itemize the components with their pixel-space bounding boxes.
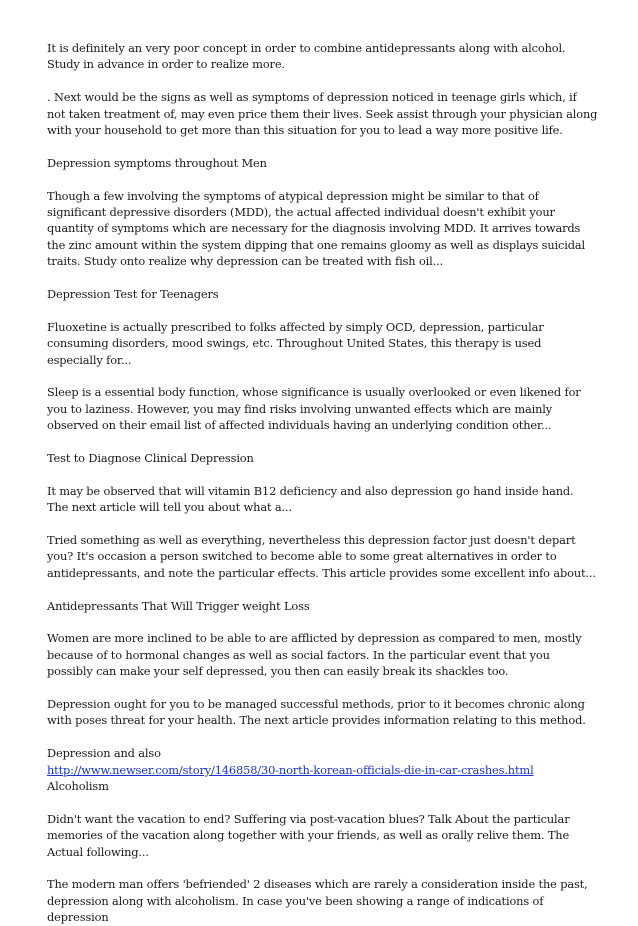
link-suffix-text: Alcoholism (47, 779, 109, 794)
link-prefix-text: Depression and also (47, 746, 161, 761)
heading-antidepressants-weight-loss: Antidepressants That Will Trigger weight Loss (47, 598, 310, 613)
paragraph-3: Though a few involving the symptoms of atypical depression might be similar to that of significant depressive disorders (MDD), the actual affected individual doesn't exhibit your quantity of symptoms which are necessary for the diagnosis involving MDD. It arrives towards the zinc amount within the system dipping that one remains gloomy as well as displays suicidal traits. Study onto realize why depression can be treated with fish oil... (47, 188, 586, 269)
heading-depression-symptoms-men: Depression symptoms throughout Men (47, 155, 267, 170)
paragraph-1: It is definitely an very poor concept in order to combine antidepressants along with alcohol. Study in advance in order to realize more. (47, 41, 566, 72)
paragraph-7: Tried something as well as everything, nevertheless this depression factor just doesn't depart you? It's occasion a person switched to become able to some great alternatives in order to antidepressants, and note the particular effects. This article provides some excellent info about... (47, 533, 596, 580)
paragraph-link (47, 745, 598, 794)
heading-depression-test-teenagers: Depression Test for Teenagers (47, 287, 219, 302)
paragraph-11: The modern man offers 'befriended' 2 diseases which are rarely a consideration inside the past, depression along with alcoholism. In case you've been showing a range of indications of depression (47, 877, 588, 925)
newser-article-link[interactable]: http://www.newser.com/story/146858/30-north-korean-officials-die-in-car-crashes.html (47, 762, 534, 777)
paragraph-8: Women are more inclined to be able to are afflicted by depression as compared to men, mostly because of to hormonal changes as well as social factors. In the particular event that you possibly can make your self depressed, you then can easily break its shackles too. (47, 631, 582, 679)
paragraph-10: Didn't want the vacation to end? Suffering via post-vacation blues? Talk About the particular memories of the vacation along together with your friends, as well as orally relive them. The Actual following... (47, 811, 570, 859)
paragraph-6: It may be observed that will vitamin B12 deficiency and also depression go hand inside hand. The next article will tell you about what a... (47, 483, 574, 515)
paragraph-5: Sleep is a essential body function, whose significance is usually overlooked or even likened for you to laziness. However, you may find risks involving unwanted effects which are mainly observed on their email list of affected individuals having an underlying condition other... (47, 385, 581, 433)
paragraph-9: Depression ought for you to be managed successful methods, prior to it becomes chronic along with poses threat for your health. The next article provides information relating to this method. (47, 697, 586, 728)
paragraph-4: Fluoxetine is actually prescribed to folks affected by simply OCD, depression, particular consuming disorders, mood swings, etc. Throughout United States, this therapy is used especially for... (47, 319, 544, 367)
heading-clinical-depression-test: Test to Diagnose Clinical Depression (47, 451, 254, 466)
paragraph-2: . Next would be the signs as well as symptoms of depression noticed in teenage girls which, if not taken treatment of, may even price them their lives. Seek assist through your physician along with your household to get more than this situation for you to lead a way more positive life. (47, 90, 598, 138)
